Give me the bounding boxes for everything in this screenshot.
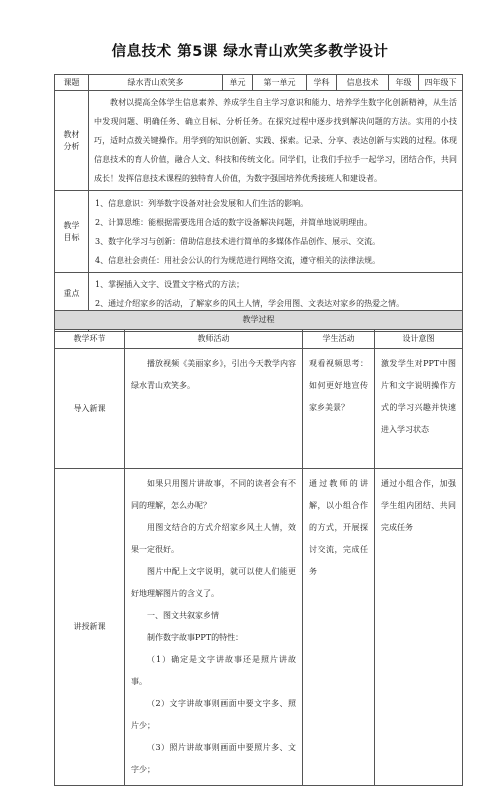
unit-value: 第一单元 — [253, 75, 307, 91]
teaching-process-table — [54, 310, 463, 786]
teacher-paragraph: 图片中配上文字说明，就可以使人们能更好地理解图片的含义了。 — [131, 567, 296, 598]
goals-label-line2: 目标 — [63, 232, 80, 242]
goals-label-line1: 教学 — [63, 220, 80, 230]
analysis-label — [55, 91, 89, 191]
teacher-paragraph: 播放视频《美丽家乡》，引出今天教学内容绿水青山欢笑多。 — [131, 359, 296, 390]
goal-item: 2、计算思维：能根据需要选用合适的数字设备解决问题，并简单地说明理由。 — [95, 217, 373, 227]
subject-label: 学科 — [307, 75, 337, 91]
student-activity-text: 观看视频思考：如何更好地宣传家乡美景？ — [309, 359, 368, 412]
stage-cell: 导入新课 — [55, 349, 125, 469]
topic-value: 绿水青山欢笑多 — [89, 75, 223, 91]
goals-label — [55, 191, 89, 273]
goal-item: 3、数字化学习与创新：借助信息技术进行简单的多媒体作品创作、展示、交流。 — [95, 236, 381, 246]
subject-value: 信息技术 — [337, 75, 389, 91]
teacher-paragraph: 用图文结合的方式介绍家乡风土人情，效果一定很好。 — [131, 523, 296, 554]
teacher-paragraph: 如果只用图片讲故事，不同的读者会有不同的理解，怎么办呢？ — [131, 479, 296, 510]
design-intent-cell — [375, 349, 463, 469]
teacher-paragraph: （1）确定是文字讲故事还是照片讲故事。 — [131, 655, 296, 686]
key-point-item: 1、掌握插入文字、设置文字格式的方法； — [95, 280, 245, 289]
analysis-cell — [89, 91, 463, 191]
stage-cell: 讲授新课 — [55, 469, 125, 786]
design-intent-text: 通过小组合作，加强学生组内团结、共同完成任务 — [381, 479, 456, 532]
teacher-paragraph: （3）照片讲故事则画面中要照片多、文字少； — [131, 743, 296, 774]
topic-label: 课题 — [55, 75, 89, 91]
analysis-label-line1: 教材 — [63, 129, 80, 139]
goal-item: 4、信息社会责任：用社会公认的行为规范进行网络交流，遵守相关的法律法规。 — [95, 255, 381, 265]
teacher-activity-cell — [125, 469, 303, 786]
teacher-activity-cell — [125, 349, 303, 469]
student-activity-cell — [303, 349, 375, 469]
process-section-title: 教学过程 — [55, 311, 463, 330]
header-teacher: 教师活动 — [125, 330, 303, 349]
student-activity-cell — [303, 469, 375, 786]
analysis-text: 教材以提高全体学生信息素养、养成学生自主学习意识和能力、培养学生数字化创新精神，从生活中发现问题、明确任务、确立目标、分析任务。在探究过程中逐步找到解决问题的方法。实用的小技巧，适时点拨关键操作。用学到的知识创新、实践、探索。记录、分享、表达创新与实践的过程。体现信息技术的育人价值，融合人文、科技和传统文化。同学们，让我们手拉手一起学习，团结合作，共同成长！发挥信息技术课程的独特育人价值，为数字强国培养优秀接班人和建设者。 — [94, 98, 457, 183]
analysis-label-line2: 分析 — [63, 141, 80, 151]
key-points-label: 重点 — [55, 273, 89, 316]
header-intent: 设计意图 — [375, 330, 463, 349]
teacher-paragraph: 一、图文共叙家乡情 — [147, 611, 219, 620]
header-stage: 教学环节 — [55, 330, 125, 349]
teacher-paragraph: （2）文字讲故事则画面中要文字多、照片少； — [131, 699, 296, 730]
lesson-info-table — [54, 74, 463, 332]
grade-label: 年级 — [389, 75, 419, 91]
student-activity-text: 通过教师的讲解，以小组合作的方式，开展探讨交流，完成任务 — [309, 479, 368, 576]
header-student: 学生活动 — [303, 330, 375, 349]
goal-item: 1、信息意识：列举数字设备对社会发展和人们生活的影响。 — [95, 198, 309, 208]
design-intent-cell — [375, 469, 463, 786]
grade-value: 四年级下 — [419, 75, 463, 91]
design-intent-text: 激发学生对PPT中图片和文字说明操作方式的学习兴趣并快速进入学习状态 — [381, 359, 456, 434]
goals-cell — [89, 191, 463, 273]
teacher-paragraph: 制作数字故事PPT的特性： — [147, 633, 244, 642]
document-title: 信息技术 第5课 绿水青山欢笑多教学设计 — [111, 44, 389, 60]
unit-label: 单元 — [223, 75, 253, 91]
key-point-item: 2、通过介绍家乡的活动，了解家乡的风土人情，学会用图、文表达对家乡的热爱之情。 — [95, 299, 405, 308]
